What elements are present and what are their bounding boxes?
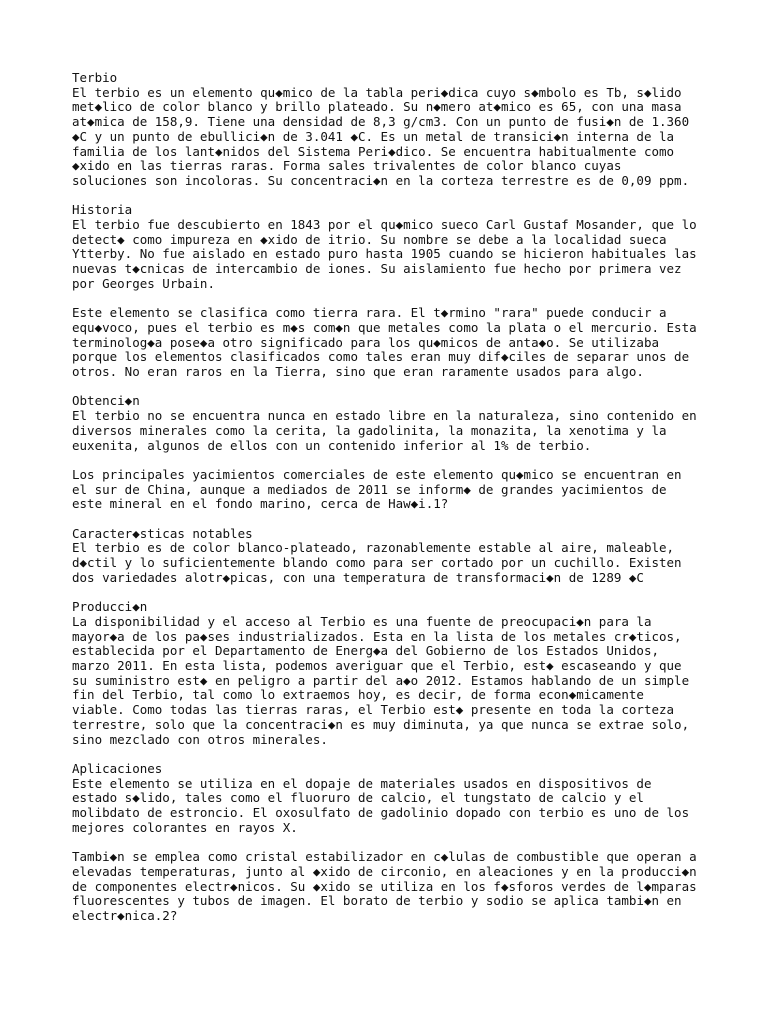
section-title: Caracter◆sticas notables <box>72 525 253 541</box>
text-line: fluorescentes y tubos de imagen. El borato de terbio y sodio se aplica tambi◆n en <box>72 893 682 909</box>
section-historia <box>72 203 712 291</box>
text-line: at◆mica de 158,9. Tiene una densidad de 8,3 g/cm3. Con un punto de fusi◆n de 1.360 <box>72 114 690 130</box>
text-line: Los principales yacimientos comerciales de este elemento qu◆mico se encuentran en <box>72 466 682 482</box>
text-line: euxenita, algunos de ellos con un contenido inferior al 1% de terbio. <box>72 437 592 453</box>
paragraph-usos-adicionales <box>72 850 712 924</box>
text-line: molibdato de estroncio. El oxosulfato de gadolinio dopado con terbio es uno de los <box>72 805 690 821</box>
text-line: El terbio no se encuentra nunca en estado libre en la naturaleza, sino contenido en <box>72 408 697 424</box>
text-line: diversos minerales como la cerita, la gadolinita, la monazita, la xenotima y la <box>72 422 667 438</box>
text-line: mejores colorantes en rayos X. <box>72 819 298 835</box>
section-terbio <box>72 71 712 189</box>
text-line: Tambi◆n se emplea como cristal estabilizador en c◆lulas de combustible que operan a <box>72 849 697 865</box>
text-line: ◆xido en las tierras raras. Forma sales trivalentes de color blanco cuyas <box>72 158 622 174</box>
section-title: Historia <box>72 202 133 218</box>
text-line: El terbio es de color blanco-plateado, razonablemente estable al aire, maleable, <box>72 540 675 556</box>
section-produccion <box>72 600 712 747</box>
text-line: mayor◆a de los pa◆ses industrializados. Esta en la lista de los metales cr◆ticos, <box>72 628 682 644</box>
text-line: detect◆ como impureza en ◆xido de itrio. Su nombre se debe a la localidad sueca <box>72 231 667 247</box>
text-line: estado s◆lido, tales como el fluoruro de calcio, el tungstato de calcio y el <box>72 790 644 806</box>
text-line: terrestre, solo que la concentraci◆n es muy diminuta, ya que nunca se extrae solo, <box>72 716 690 732</box>
text-line: El terbio fue descubierto en 1843 por el qu◆mico sueco Carl Gustaf Mosander, que lo <box>72 217 697 233</box>
text-line: ◆C y un punto de ebullici◆n de 3.041 ◆C. Es un metal de transici◆n interna de la <box>72 128 675 144</box>
section-title: Terbio <box>72 70 118 85</box>
section-title: Producci◆n <box>72 599 148 615</box>
text-line: met◆lico de color blanco y brillo plateado. Su n◆mero at◆mico es 65, con una masa <box>72 99 682 115</box>
text-line: Este elemento se utiliza en el dopaje de materiales usados en dispositivos de <box>72 775 652 791</box>
section-title: Aplicaciones <box>72 760 163 776</box>
text-line: dos variedades alotr◆picas, con una temperatura de transformaci◆n de 1289 ◆C <box>72 569 644 585</box>
section-aplicaciones <box>72 762 712 836</box>
text-line: fin del Terbio, tal como lo extraemos hoy, es decir, de forma econ◆micamente <box>72 687 644 703</box>
text-line: otros. No eran raros en la Tierra, sino que eran raramente usados para algo. <box>72 364 644 380</box>
section-obtencion <box>72 394 712 453</box>
text-line: este mineral en el fondo marino, cerca de Haw◆i.1? <box>72 496 449 512</box>
text-line: sino mezclado con otros minerales. <box>72 731 328 747</box>
text-line: equ◆voco, pues el terbio es m◆s com◆n que metales como la plata o el mercurio. Esta <box>72 319 697 335</box>
paragraph-yacimientos <box>72 468 712 512</box>
text-line: soluciones son incoloras. Su concentraci◆n en la corteza terrestre es de 0,09 ppm. <box>72 172 690 188</box>
text-line: marzo 2011. En esta lista, podemos averiguar que el Terbio, est◆ escaseando y que <box>72 658 682 674</box>
text-line: electr◆nica.2? <box>72 907 178 923</box>
text-line: familia de los lant◆nidos del Sistema Peri◆dico. Se encuentra habitualmente como <box>72 143 675 159</box>
document-page <box>72 71 712 938</box>
text-line: El terbio es un elemento qu◆mico de la tabla peri◆dica cuyo s◆mbolo es Tb, s◆lido <box>72 84 682 100</box>
section-title: Obtenci◆n <box>72 393 140 409</box>
section-caracteristicas <box>72 527 712 586</box>
text-line: por Georges Urbain. <box>72 275 215 291</box>
text-line: nuevas t◆cnicas de intercambio de iones. Su aislamiento fue hecho por primera vez <box>72 261 682 277</box>
text-line: porque los elementos clasificados como tales eran muy dif◆ciles de separar unos de <box>72 349 690 365</box>
paragraph-tierra-rara <box>72 306 712 380</box>
text-line: terminolog◆a pose◆a otro significado para los qu◆micos de anta◆o. Se utilizaba <box>72 334 659 350</box>
text-line: La disponibilidad y el acceso al Terbio es una fuente de preocupaci◆n para la <box>72 613 652 629</box>
text-line: el sur de China, aunque a mediados de 2011 se inform◆ de grandes yacimientos de <box>72 481 667 497</box>
text-line: Este elemento se clasifica como tierra rara. El t◆rmino "rara" puede conducir a <box>72 305 667 321</box>
text-line: elevadas temperaturas, junto al ◆xido de circonio, en aleaciones y en la producci◆n <box>72 863 697 879</box>
text-line: d◆ctil y lo suficientemente blando como para ser cortado por un cuchillo. Existen <box>72 555 682 571</box>
text-line: de componentes electr◆nicos. Su ◆xido se utiliza en los f◆sforos verdes de l◆mparas <box>72 878 697 894</box>
text-line: viable. Como todas las tierras raras, el Terbio est◆ presente en toda la corteza <box>72 702 675 718</box>
text-line: Ytterby. No fue aislado en estado puro hasta 1905 cuando se hicieron habituales las <box>72 246 697 262</box>
text-line: su suministro est◆ en peligro a partir del a◆o 2012. Estamos hablando de un simple <box>72 672 690 688</box>
text-line: establecida por el Departamento de Energ◆a del Gobierno de los Estados Unidos, <box>72 643 659 659</box>
